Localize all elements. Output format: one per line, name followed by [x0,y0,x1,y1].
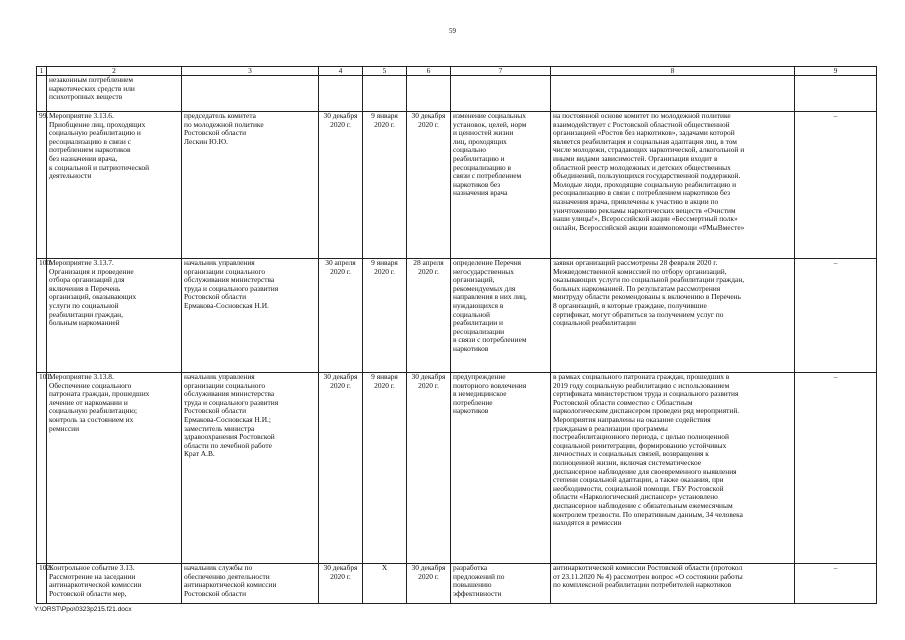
event-cell: Контрольное событие 3.13. Рассмотрение на заседании антинаркотической комиссии Ростовской области мер, [47,564,182,604]
responsible-cell: председатель комитета по молодежной политике Ростовской области Лескин Ю.Ю. [182,112,319,259]
note-cell: – [795,373,877,564]
date-end-cell: 30 декабря 2020 г. [407,112,451,259]
date-start-cell: Х [363,564,407,604]
result-fact-cell: заявки организаций рассмотрены 28 февраля 2020 г. Межведомственной комиссией по отбору организаций, оказывающих услуги по социальной реабилитации граждан, больных наркоманией. По результатам рассмотрения минтруду области рекомендованы к включению в Перечень 8 организаций, в которые граждане, получившие сертификат, могут обратиться за получением услуг по социальной реабилитации [551,259,795,373]
row-number: 102. [37,564,47,604]
row-number [37,76,47,112]
note-cell: – [795,259,877,373]
date-end-cell: 28 апреля 2020 г. [407,259,451,373]
responsible-cell [182,76,319,112]
event-cell: Мероприятие 3.13.7. Организация и проведение отбора организаций для включения в Перечень организаций, оказывающих услуги по социальной реабилитации граждан, больным наркоманией [47,259,182,373]
result-plan-cell [451,76,551,112]
report-table [36,66,877,604]
table-row [37,112,877,259]
result-plan-cell: определение Перечня негосударственных организаций, рекомендуемых для направления в них лиц, нуждающихся в социальной реабилитации и ресоциализации в связи с потреблением наркотиков [451,259,551,373]
note-cell [795,76,877,112]
note-cell: – [795,564,877,604]
column-header: 7 [451,67,551,76]
column-header: 9 [795,67,877,76]
date-end-cell [407,76,451,112]
date-end-cell: 30 декабря 2020 г. [407,564,451,604]
table-row [37,564,877,604]
event-cell: незаконным потреблением наркотических средств или психотропных веществ [47,76,182,112]
result-fact-cell: в рамках социального патроната граждан, прошедших в 2019 году социальную реабилитацию с использованием сертификата министерством труда и социального развития Ростовской области совместно с Областным наркологическим диспансером проведен ряд мероприятий. Мероприятия направлены на оказание содействия гражданам в реализации программы постреабилитационного периода, с целью полноценной социальной реинтеграции, формированию устойчивых личностных и социальных связей, возвращения к полноценной жизни, включая систематическое диспансерное наблюдение для своевременного выявления степени социальной адаптации, а также оказания, при необходимости, социальной помощи. ГБУ Ростовской области «Наркологический диспансер» установлено диспансерное наблюдение с обязательным ежемесячным контролем трезвости. По оперативным данным, 34 человека находятся в ремиссии [551,373,795,564]
result-fact-cell [551,76,795,112]
column-header: 6 [407,67,451,76]
row-number: 101. [37,373,47,564]
page-number: 59 [449,27,456,35]
date-start-cell [363,76,407,112]
date-start-cell: 9 января 2020 г. [363,112,407,259]
row-number: 99. [37,112,47,259]
header-row [37,67,877,76]
result-plan-cell: разработка предложений по повышению эффективности [451,564,551,604]
column-header: 4 [319,67,363,76]
column-header: 2 [47,67,182,76]
date-plan-cell: 30 апреля 2020 г. [319,259,363,373]
event-cell: Мероприятие 3.13.6. Приобщение лиц, проходящих социальную реабилитацию и ресоциализацию в связи с потреблением наркотиков без назначения врача, к социальной и патриотической деятельности [47,112,182,259]
responsible-cell: начальник управления организации социального обслуживания министерства труда и социального развития Ростовской области Ермакова-Сосновская Н.И.; заместитель министра здравоохранения Ростовской области по лечебной работе Крат А.В. [182,373,319,564]
note-cell: – [795,112,877,259]
table-row [37,373,877,564]
footer-file-path: Y:\ORST\Ppo\0323p215.f21.docx [34,606,132,613]
date-start-cell: 9 января 2020 г. [363,259,407,373]
result-plan-cell: изменение социальных установок, целей, норм и ценностей жизни лиц, проходящих социально реабилитацию и ресоциализацию в связи с потреблением наркотиков без назначения врача [451,112,551,259]
row-number: 100. [37,259,47,373]
column-header: 3 [182,67,319,76]
date-plan-cell [319,76,363,112]
date-plan-cell: 30 декабря 2020 г. [319,373,363,564]
column-header: 1 [37,67,47,76]
responsible-cell: начальник управления организации социального обслуживания министерства труда и социального развития Ростовской области Ермакова-Сосновская Н.И. [182,259,319,373]
responsible-cell: начальник службы по обеспечению деятельности антинаркотической комиссии Ростовской области [182,564,319,604]
table-row [37,76,877,112]
column-header: 5 [363,67,407,76]
result-fact-cell: на постоянной основе комитет по молодежной политике взаимодействует с Ростовской областной общественной организацией «Ростов без наркотиков», задачами которой является реабилитация и социальная адаптация лиц, в том числе молодежи, страдающих наркотической, алкогольной и иными видами зависимостей. Организация входит в областной реестр молодежных и детских общественных объединений, пользующихся государственной поддержкой. Молодые люди, проходящие социальную реабилитацию и ресоциализацию в связи с потреблением наркотиков без назначения врача, привлечены к участию в акции по уничтожению рекламы наркотических веществ «Очистим наши улицы!», Всероссийской акции «Бессмертный полк» онлайн, Всероссийской акции взаимопомощи «#МыВместе» [551,112,795,259]
date-plan-cell: 30 декабря 2020 г. [319,564,363,604]
column-header: 8 [551,67,795,76]
date-start-cell: 9 января 2020 г. [363,373,407,564]
date-plan-cell: 30 декабря 2020 г. [319,112,363,259]
date-end-cell: 30 декабря 2020 г. [407,373,451,564]
result-plan-cell: предупреждение повторного вовлечения в немедицинское потребление наркотиков [451,373,551,564]
event-cell: Мероприятие 3.13.8. Обеспечение социального патроната граждан, прошедших лечение от наркомании и социальную реабилитацию; контроль за состоянием их ремиссии [47,373,182,564]
table-row [37,259,877,373]
result-fact-cell: антинаркотической комиссии Ростовской области (протокол от 23.11.2020 № 4) рассмотрен вопрос «О состоянии работы по комплексной реабилитации потребителей наркотиков [551,564,795,604]
